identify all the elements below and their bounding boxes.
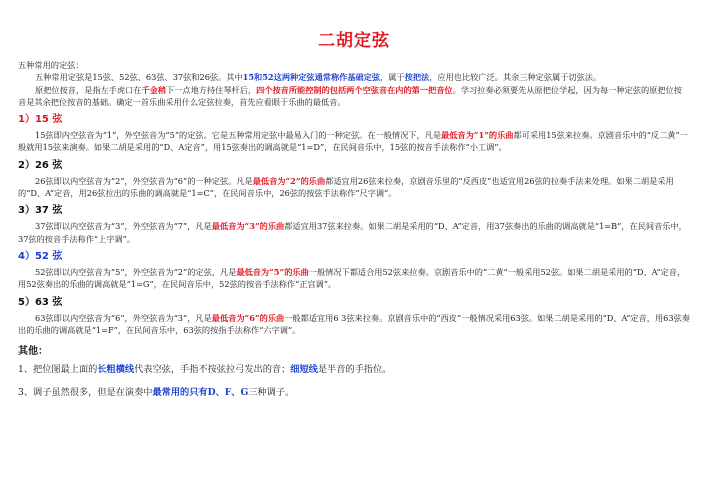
page-title: 二胡定弦 (318, 31, 390, 51)
section-37-highlight: 最低音为“3”的乐曲 (211, 221, 285, 232)
other-item-1 (18, 363, 690, 376)
section-26-highlight: 最低音为“2”的乐曲 (252, 175, 326, 186)
section-52-text-c: 一般情况下都适合用52弦来拉奏。京剧音乐中的“二黄”一般采用52弦。如果二胡是采用的“D、A”定音，用52弦奏出的乐曲的调高就是“1=G”，在民间音乐中，52弦的按音手法称作“正宫调”。 (18, 266, 686, 290)
other-item-3-text-a: 3、调子虽然很多，但是在演奏中 (18, 387, 153, 399)
intro-p2-highlight-qianjin: 千金稍 (141, 84, 167, 95)
section-37-text-c: 都适宜用37弦来拉奏。如果二胡是采用的“D、A”定音，用37弦奏出的乐曲的调高就是“1=B”，在民间音乐中，37弦的按音手法称作“上字调”。 (18, 221, 687, 244)
intro-p1-highlight-method: 按把法 (404, 72, 430, 83)
section-37-text-a: 37弦即以内空弦音为“3”，外空弦音为“7”，凡是 (35, 221, 212, 232)
section-heading-52: 4）52 弦 (18, 250, 63, 262)
intro-paragraph-1 (18, 71, 690, 83)
other-item-1-highlight-thin-line: 细短线 (290, 364, 318, 376)
section-26-text-a: 26弦即以内空弦音为“2”，外空弦音为“6”的一种定弦。凡是 (35, 175, 253, 186)
section-body-15 (18, 129, 690, 154)
section-heading-37: 3）37 弦 (18, 205, 63, 217)
section-63-text-a: 63弦即以内空弦音为“6”，外空弦音为“3”，凡是 (35, 312, 212, 323)
intro-p1-highlight-basic: 15和52这两种定弦通常称作基础定弦 (242, 72, 381, 83)
intro-p2-text-c: 下一点地方持住琴杆后， (166, 84, 257, 95)
other-item-1-text-a: 1、把位图最上面的 (18, 364, 98, 376)
section-15-text-c: 都可采用15弦来拉奏。京剧音乐中的“反二黄”一般就用15弦来演奏。如果二胡是采用的“D、A定音”，用15弦奏出的调高就是“1=D”，在民间音乐中，15弦的按音手法称作“小工调”。 (18, 130, 688, 153)
other-item-1-text-e: 是半音的手指位。 (317, 364, 392, 376)
section-63-highlight: 最低音为“6”的乐曲 (211, 312, 285, 323)
other-item-1-text-c: 代表空弦，手指不按弦拉弓发出的音； (134, 364, 291, 376)
intro-p2-highlight-position: 四个按音所能控制的包括两个空弦音在内的第一把音位 (256, 84, 453, 95)
intro-p2-text-e: 。学习拉奏必须要先从原把位学起，因为每一种定弦的原把位按音是其余把位按音的基础。确定一首乐曲采用什么定弦拉奏，首先应看眼于乐曲的最低音。 (18, 84, 682, 107)
other-item-3-highlight-keys: 最常用的只有D、F、G (152, 387, 249, 399)
section-52-text-a: 52弦即以内空弦音为“5”，外空弦音为“2”的定弦，凡是 (35, 266, 237, 277)
other-item-3 (18, 386, 690, 399)
section-heading-15: 1）15 弦 (18, 114, 63, 126)
section-63-text-c: 一般都适宜用6 3弦来拉奏。京剧音乐中的“西皮”一般情况采用63弦。如果二胡是采用的“D、A”定音，用63弦奏出的乐曲的调高就是“1=F”，在民间音乐中，63弦的按指手法称作“六字调”。 (18, 312, 690, 335)
section-heading-26: 2）26 弦 (18, 159, 63, 171)
other-item-1-highlight-thick-line: 长粗横线 (97, 364, 135, 376)
other-heading: 其他： (18, 346, 48, 358)
section-body-63 (18, 312, 690, 337)
section-body-52 (18, 266, 690, 291)
intro-p1-text-c: ，属于 (380, 72, 405, 83)
intro-paragraph-2 (18, 84, 690, 109)
section-15-text-a: 15弦即内空弦音为“1”，外空弦音为“5”的定弦。它是五种常用定弦中最易入门的一种定弦。在一般情况下，凡是 (35, 130, 442, 141)
intro-p1-text-a: 五种常用定弦是15弦、52弦、63弦、37弦和26弦。其中 (35, 72, 243, 83)
section-15-highlight: 最低音为“1”的乐曲 (441, 130, 514, 141)
section-body-37 (18, 220, 690, 245)
section-26-text-c: 都适宜用26弦来拉奏，京剧音乐里的“反西皮”也适宜用26弦的拉奏手法来处理。如果二胡是采用的“D、A”定音，用26弦拉出的乐曲的调高就是“1=C”，在民间音乐中，26弦的按弦手法称作“尺字调”。 (18, 175, 674, 199)
intro-p1-text-e: ，应用也比较广泛。其余三种定弦属于切弦法。 (429, 72, 602, 83)
intro-p2-text-a: 原把位按音，是指左手虎口在 (35, 84, 142, 95)
section-body-26 (18, 175, 690, 200)
other-item-3-text-c: 三种调子。 (248, 387, 295, 399)
section-52-highlight: 最低音为“5”的乐曲 (236, 266, 309, 277)
intro-label: 五种常用的定弦： (18, 60, 84, 70)
section-heading-63: 5）63 弦 (18, 296, 63, 308)
